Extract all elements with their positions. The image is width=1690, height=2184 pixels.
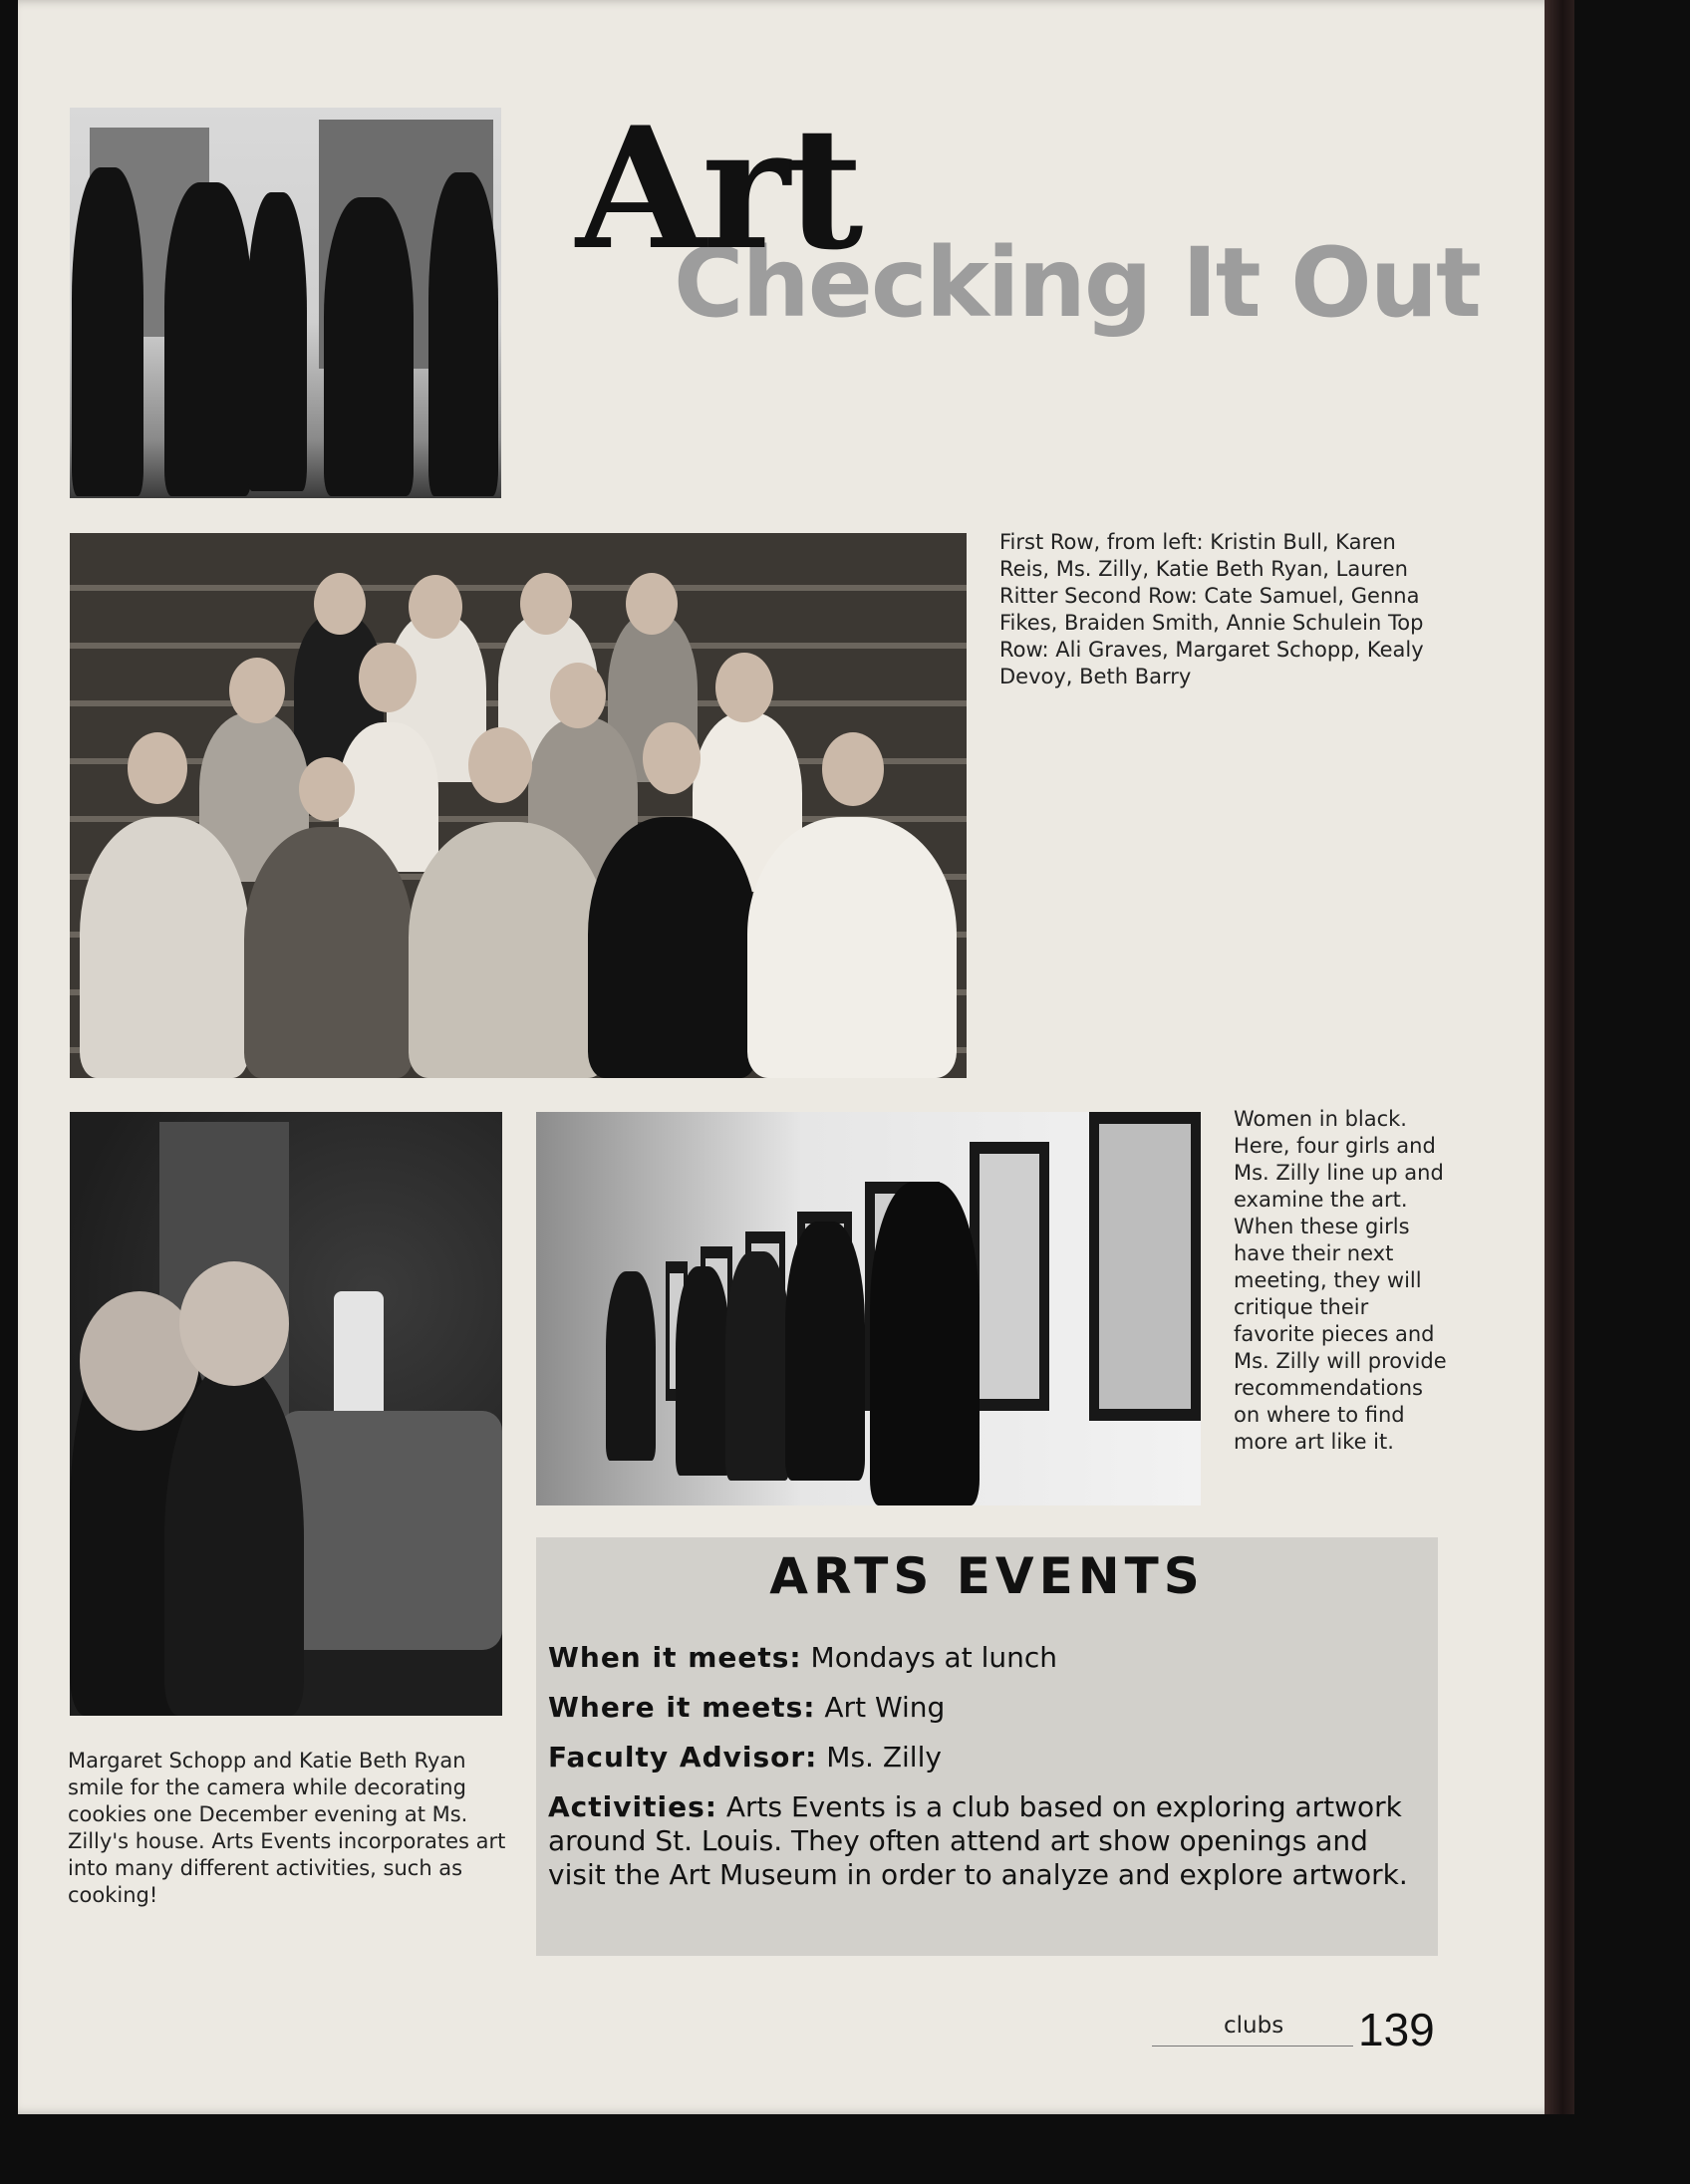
photo-club-group: [70, 533, 967, 1078]
activities-line: [548, 1790, 1425, 1892]
yearbook-page: [18, 0, 1557, 2114]
activities-value: Arts Events is a club based on exploring artwork around St. Louis. They often attend art show openings and visit the Art Museum in order to analyze and explore artwork.: [548, 1790, 1408, 1891]
group-photo-caption: First Row, from left: Kristin Bull, Karen Reis, Ms. Zilly, Katie Beth Ryan, Lauren Ritter Second Row: Cate Samuel, Genna Fikes, Braiden Smith, Annie Schulein Top Row: Ali Graves, Margaret Schopp, Kealy Devoy, Beth Barry: [999, 530, 1424, 688]
page-subtitle: Checking It Out: [674, 227, 1480, 339]
page-number: 139: [1358, 2004, 1435, 2055]
where-value: Art Wing: [824, 1691, 946, 1724]
advisor-line: [548, 1741, 1425, 1774]
folio-rule: [1152, 2046, 1353, 2047]
gallery-photo-caption: Women in black. Here, four girls and Ms. Zilly line up and examine the art. When these girls have their next meeting, they will critique their favorite pieces and Ms. Zilly will provide recommendations on where to find more art like it.: [1234, 1107, 1447, 1454]
page-title: Art: [576, 90, 860, 287]
events-heading: ARTS EVENTS: [769, 1547, 1205, 1605]
advisor-label: Faculty Advisor:: [548, 1741, 818, 1774]
photo-cookie-decorating: [70, 1112, 502, 1716]
when-value: Mondays at lunch: [810, 1641, 1058, 1674]
photo-gallery-visit: [536, 1112, 1201, 1505]
where-label: Where it meets:: [548, 1691, 816, 1724]
activities-label: Activities:: [548, 1790, 717, 1823]
when-label: When it meets:: [548, 1641, 802, 1674]
section-label: clubs: [1224, 2013, 1284, 2039]
cookies-photo-caption: Margaret Schopp and Katie Beth Ryan smile for the camera while decorating cookies one December evening at Ms. Zilly's house. Arts Events incorporates art into many different activities, such as cooking!: [68, 1749, 506, 1907]
arts-events-box: [536, 1537, 1438, 1956]
meeting-place-line: [548, 1691, 1425, 1725]
meeting-time-line: [548, 1641, 1425, 1675]
book-binding: [1545, 0, 1574, 2114]
advisor-value: Ms. Zilly: [826, 1741, 942, 1774]
photo-gallery-silhouettes: [70, 108, 501, 498]
